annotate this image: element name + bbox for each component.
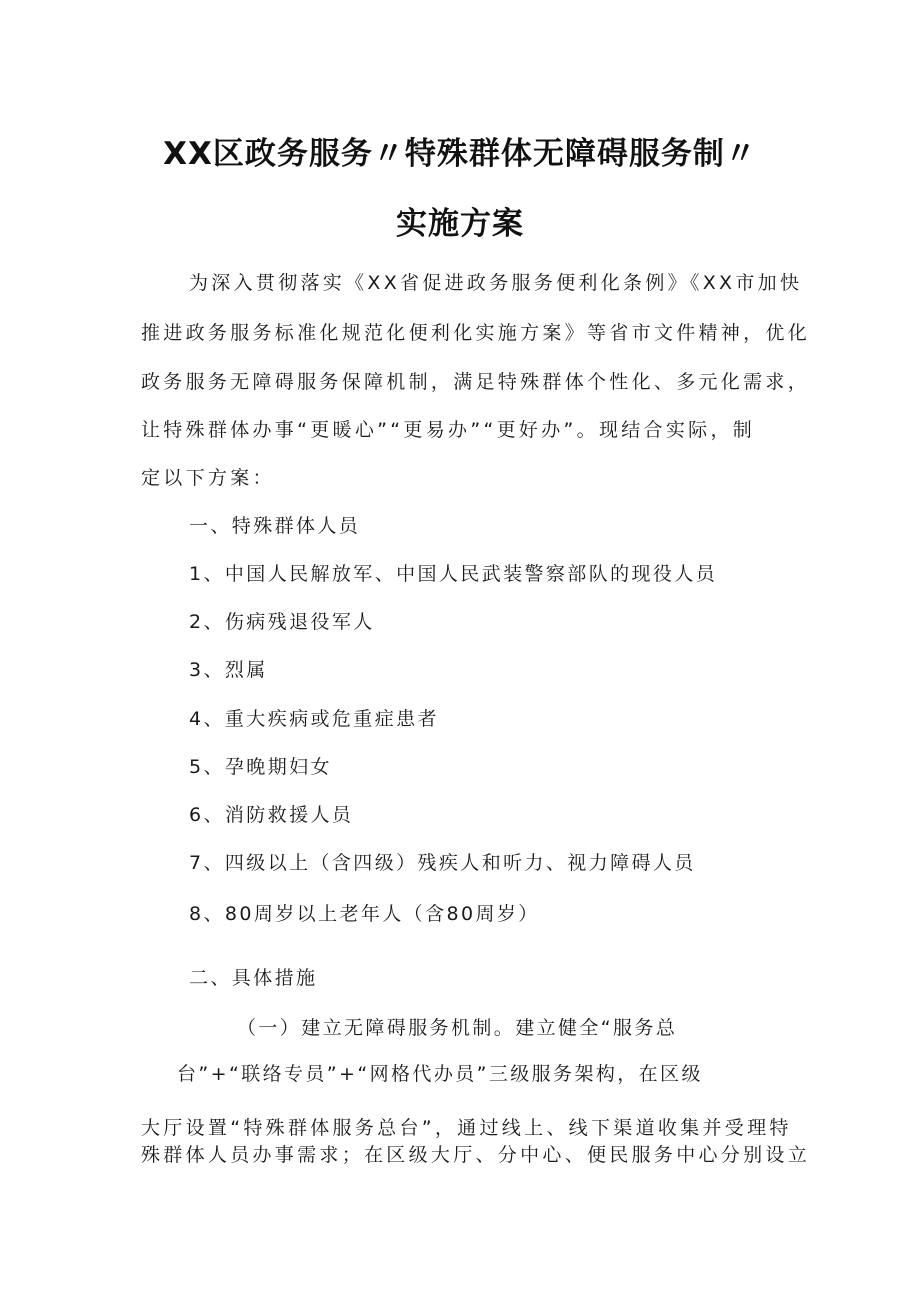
section-1-heading: 一、特殊群体人员 xyxy=(189,515,361,537)
section-2-heading: 二、具体措施 xyxy=(189,967,318,989)
intro-line-1: 为深入贯彻落实《XX省促进政务服务便利化条例》《XX市加快 xyxy=(189,272,803,294)
section-1-item-3: 3、烈属 xyxy=(189,659,268,681)
section-1-item-4: 4、重大疾病或危重症患者 xyxy=(189,708,439,730)
document-title-line-2: 实施方案 xyxy=(396,206,524,242)
intro-line-2: 推进政务服务标准化规范化便利化实施方案》等省市文件精神，优化 xyxy=(141,322,811,344)
section-2-line-4: 殊群体人员办事需求；在区级大厅、分中心、便民服务中心分别设立 xyxy=(141,1144,811,1166)
section-1-item-1: 1、中国人民解放军、中国人民武装警察部队的现役人员 xyxy=(189,563,718,585)
section-2-line-1: （一）建立无障碍服务机制。建立健全“服务总 xyxy=(237,1017,678,1039)
section-1-item-5: 5、孕晚期妇女 xyxy=(189,756,332,778)
section-2-line-3: 大厅设置“特殊群体服务总台”，通过线上、线下渠道收集并受理特 xyxy=(141,1117,792,1139)
section-2-line-2: 台”+“联络专员”+“网格代办员”三级服务架构，在区级 xyxy=(177,1063,703,1085)
section-1-item-2: 2、伤病残退役军人 xyxy=(189,611,375,633)
section-1-item-7: 7、四级以上（含四级）残疾人和听力、视力障碍人员 xyxy=(189,852,696,874)
intro-line-3: 政务服务无障碍服务保障机制，满足特殊群体个性化、多元化需求， xyxy=(141,371,811,393)
section-1-item-8: 8、80周岁以上老年人（含80周岁） xyxy=(189,903,540,925)
section-1-item-6: 6、消防救援人员 xyxy=(189,804,354,826)
document-title-line-1: XX区政务服务〃特殊群体无障碍服务制〃 xyxy=(163,136,757,172)
intro-line-4: 让特殊群体办事“更暖心”“更易办”“更好办”。现结合实际，制 xyxy=(141,419,756,441)
intro-line-5: 定以下方案： xyxy=(141,467,275,489)
